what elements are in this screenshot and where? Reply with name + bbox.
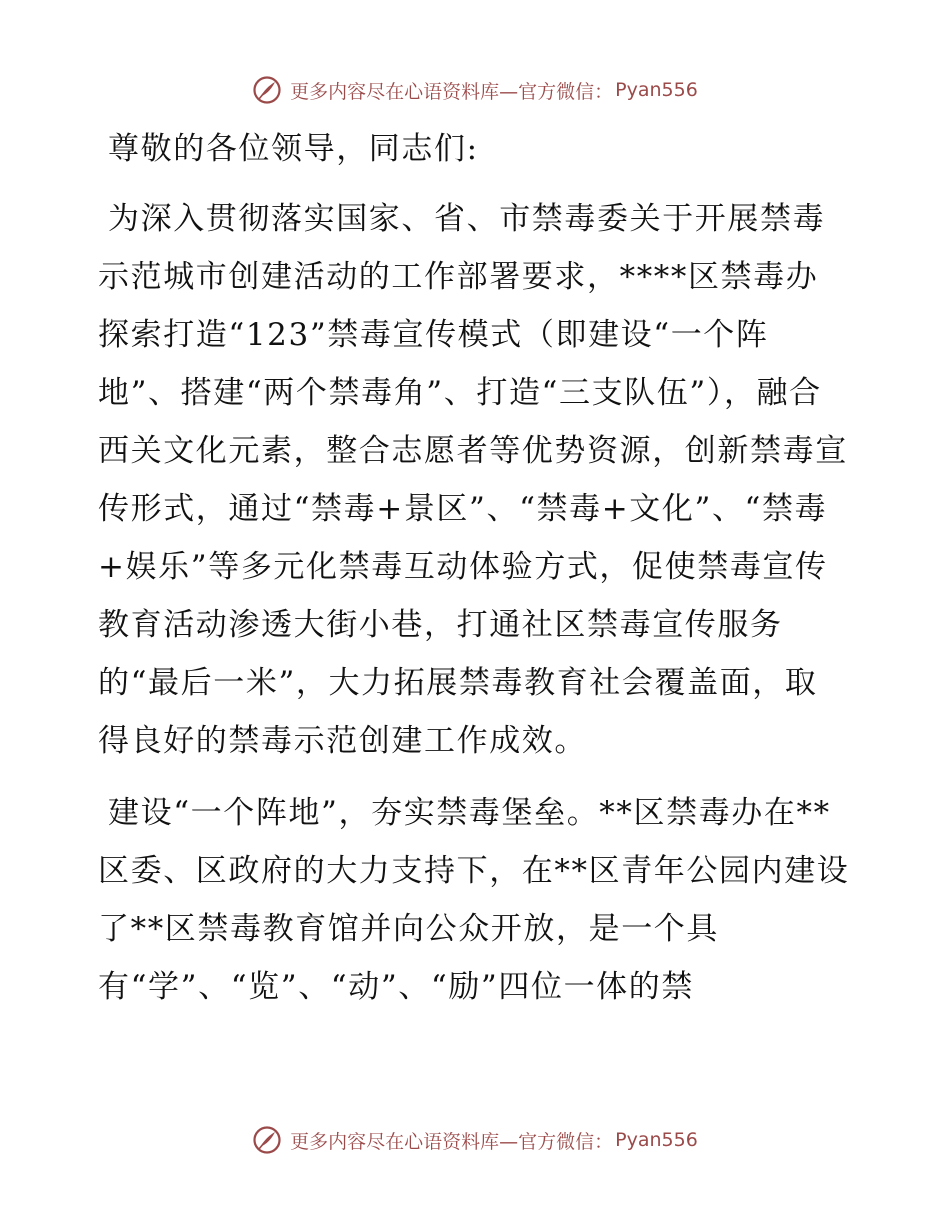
header-watermark (0, 73, 950, 107)
feather-quill-circle-icon (252, 75, 282, 105)
feather-quill-circle-icon (252, 1125, 282, 1155)
watermark-wechat-id: Pyan556 (615, 79, 698, 101)
salutation: 尊敬的各位领导，同志们: (108, 131, 479, 167)
footer-watermark (0, 1123, 950, 1157)
watermark-text: 更多内容尽在心语资料库—官方微信： (290, 80, 614, 103)
paragraph-2: 建设“一个阵地”，夯实禁毒堡垒。**区禁毒办在**区委、区政府的大力支持下，在**区青年公园内建设了**区禁毒教育馆并向公众开放，是一个具有“学”、“览”、“动”、“励”四位一体的禁 (98, 795, 850, 1005)
document-body (98, 120, 850, 1016)
watermark-wechat-id: Pyan556 (615, 1129, 698, 1151)
watermark-text: 更多内容尽在心语资料库—官方微信： (290, 1130, 614, 1153)
paragraph-1: 为深入贯彻落实国家、省、市禁毒委关于开展禁毒示范城市创建活动的工作部署要求，****区禁毒办探索打造“123”禁毒宣传模式（即建设“一个阵地”、搭建“两个禁毒角”、打造“三支队伍”），融合西关文化元素，整合志愿者等优势资源，创新禁毒宣传形式，通过“禁毒+景区”、“禁毒+文化”、“禁毒+娱乐”等多元化禁毒互动体验方式，促使禁毒宣传教育活动渗透大街小巷，打通社区禁毒宣传服务的“最后一米”，大力拓展禁毒教育社会覆盖面，取得良好的禁毒示范创建工作成效。 (98, 201, 848, 759)
